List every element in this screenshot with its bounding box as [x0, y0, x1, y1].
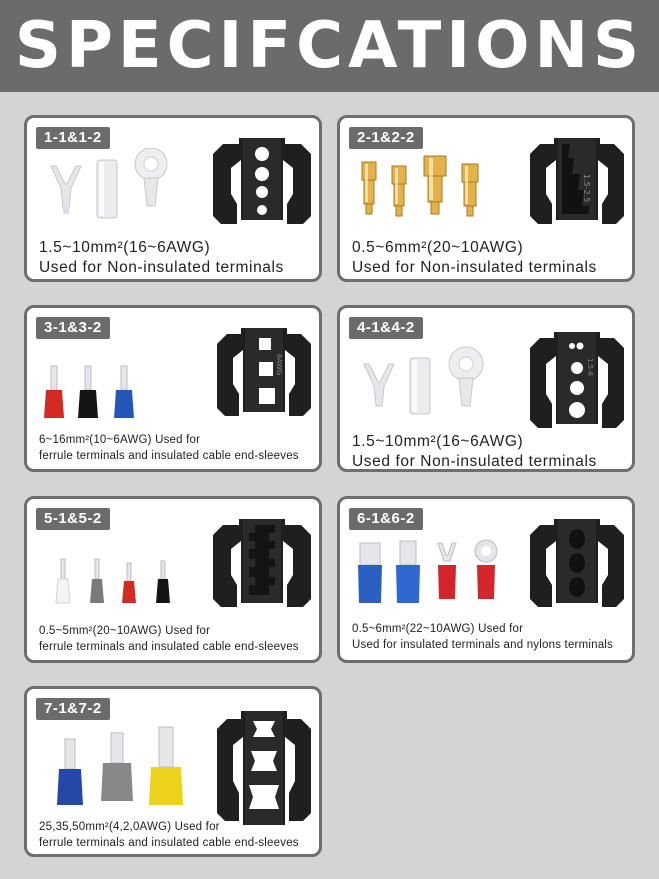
spec-description: [352, 621, 613, 653]
crimp-die-image: [209, 515, 315, 611]
card-badge: 1-1&1-2: [36, 127, 110, 149]
spec-size-line: 6~16mm²(10~6AWG) Used for: [39, 434, 201, 446]
crimp-die-image: [209, 134, 315, 228]
spec-description: [352, 432, 597, 472]
card-badge: 5-1&5-2: [36, 508, 110, 530]
spec-usage-line: Used for Non-insulated terminals: [352, 259, 597, 276]
spec-usage-line: ferrule terminals and insulated cable end-sleeves: [39, 641, 299, 653]
ferrule-terminals-image: [41, 362, 181, 424]
crimp-die-image: [526, 328, 628, 432]
card-badge: 4-1&4-2: [349, 317, 423, 339]
die-size-label: 6AWG: [275, 354, 283, 376]
card-badge: 6-1&6-2: [349, 508, 423, 530]
spec-card-7: [24, 686, 322, 857]
spec-usage-line: Used for Non-insulated terminals: [352, 453, 597, 470]
crimp-die-image: [526, 134, 628, 228]
spec-size-line: 25,35,50mm²(4,2,0AWG) Used for: [39, 821, 220, 833]
spec-card-5: [24, 496, 322, 663]
ferrule-terminals-image: [47, 557, 197, 607]
spec-description: [39, 432, 299, 464]
spec-size-line: 0.5~6mm²(22~10AWG) Used for: [352, 623, 524, 635]
spec-card-1: [24, 115, 322, 282]
insulated-terminals-image: [354, 537, 504, 617]
card-badge: 2-1&2-2: [349, 127, 423, 149]
spec-description: [39, 238, 284, 278]
spec-size-line: 0.5~6mm²(20~10AWG): [352, 239, 524, 256]
spec-card-6: [337, 496, 635, 663]
large-ferrule-terminals-image: [41, 725, 201, 807]
spec-description: [39, 623, 299, 655]
spec-usage-line: Used for Non-insulated terminals: [39, 259, 284, 276]
spec-size-line: 1.5~10mm²(16~6AWG): [39, 239, 211, 256]
spec-usage-line: ferrule terminals and insulated cable end-sleeves: [39, 450, 299, 462]
crimp-die-image: [213, 324, 315, 420]
spec-usage-line: Used for insulated terminals and nylons terminals: [352, 639, 614, 651]
die-size-label: 1.5-2.5: [582, 174, 591, 203]
crimp-die-image: [213, 707, 315, 829]
spec-size-line: 1.5~10mm²(16~6AWG): [352, 433, 524, 450]
spec-description: [39, 819, 299, 851]
die-size-label: 1.5-6: [586, 358, 594, 377]
crimp-die-image: [526, 515, 628, 611]
spec-card-4: [337, 305, 635, 472]
spec-card-2: [337, 115, 635, 282]
non-insulated-terminals-image: [354, 344, 504, 424]
spade-terminals-image: [354, 152, 504, 232]
spec-description: [352, 238, 597, 278]
spec-usage-line: ferrule terminals and insulated cable end-sleeves: [39, 837, 299, 849]
card-badge: 7-1&7-2: [36, 698, 110, 720]
spec-size-line: 0.5~5mm²(20~10AWG) Used for: [39, 625, 211, 637]
card-badge: 3-1&3-2: [36, 317, 110, 339]
spec-card-3: [24, 305, 322, 472]
page-title: SPECIFCATIONS: [14, 9, 645, 83]
non-insulated-terminals-image: [41, 148, 191, 228]
header-banner: [0, 0, 659, 92]
